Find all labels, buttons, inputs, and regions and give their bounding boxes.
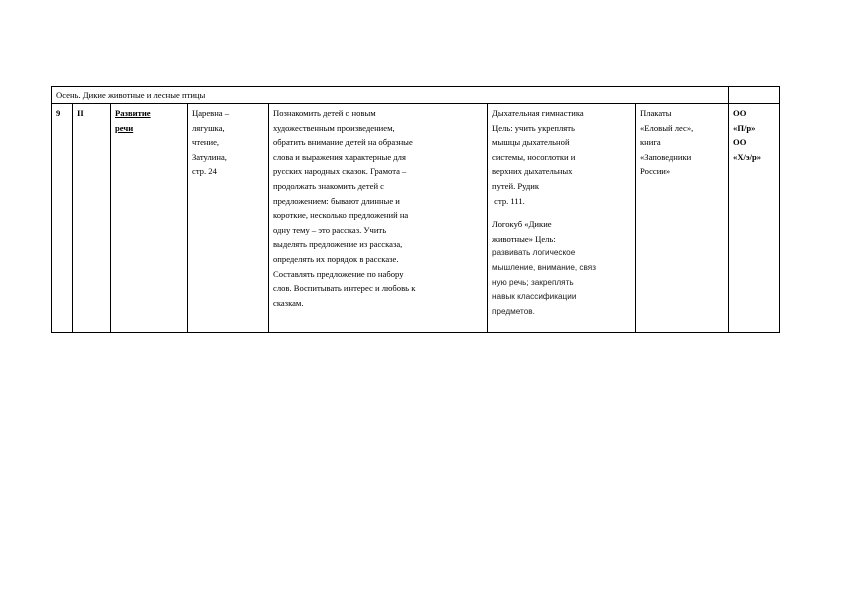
logo-line: животные» Цель: [492, 233, 556, 244]
section-empty-cell [729, 87, 780, 104]
reading-line: стр. 24 [192, 166, 217, 177]
materials-line: России» [640, 166, 671, 177]
goals-line: слова и выражения характерные для [273, 151, 406, 162]
row-part: II [73, 104, 111, 333]
exercise-line: Дыхательная гимнастика [492, 108, 584, 118]
reading-line: Царевна – [192, 108, 230, 118]
reading-line: Затулина, [192, 151, 227, 162]
section-title: Осень. Дикие животные и лесные птицы [52, 87, 729, 104]
reading-cell [188, 104, 269, 333]
goals-line: Познакомить детей с новым [273, 108, 376, 118]
logo-line: Логокуб «Дикие [492, 219, 552, 230]
goals-line: сказкам. [273, 297, 304, 308]
goals-line: предложением: бывают длинные и [273, 195, 400, 206]
areas-line: «П/р» [733, 122, 756, 133]
topic-cell [111, 104, 188, 333]
areas-line: ОО [733, 108, 747, 118]
goals-line: русских народных сказок. Грамота – [273, 166, 407, 177]
areas-cell [729, 104, 780, 333]
exercise-line: верхних дыхательных [492, 166, 573, 177]
row-number: 9 [52, 104, 73, 333]
exercise-line: Цель: учить укреплять [492, 122, 575, 133]
goals-line: определять их порядок в рассказе. [273, 253, 399, 264]
reading-line: лягушка, [192, 122, 225, 133]
topic-line: речи [115, 122, 134, 133]
logo-goal-line: мышление, внимание, связ [492, 262, 596, 272]
goals-line: Составлять предложение по набору [273, 268, 404, 279]
materials-line: Плакаты [640, 108, 672, 118]
goals-line: обратить внимание детей на образные [273, 137, 413, 148]
exercise-line: путей. Рудик [492, 180, 540, 191]
goals-line: художественным произведением, [273, 122, 395, 133]
exercise-line: системы, носоглотки и [492, 151, 576, 162]
exercise-cell [488, 104, 636, 333]
logo-goal-line: развивать логическое [492, 248, 576, 258]
materials-line: «Заповедники [640, 151, 692, 162]
areas-line: «Х/э/р» [733, 151, 762, 162]
logo-goal-line: ную речь; закреплять [492, 277, 574, 287]
goals-line: слов. Воспитывать интерес и любовь к [273, 283, 416, 294]
table-row [52, 104, 780, 333]
topic-line: Развитие [115, 108, 151, 118]
spacer [492, 208, 633, 217]
goals-line: одну тему – это рассказ. Учить [273, 224, 387, 235]
materials-line: «Еловый лес», [640, 122, 694, 133]
section-header-row [52, 87, 780, 104]
goals-cell [269, 104, 488, 333]
lesson-plan-table [51, 86, 780, 333]
logo-goal-line: предметов. [492, 306, 535, 316]
goals-line: короткие, несколько предложений на [273, 210, 409, 221]
logo-goal-line: навык классификации [492, 292, 577, 302]
reading-line: чтение, [192, 137, 220, 148]
areas-line: ОО [733, 137, 747, 148]
materials-line: книга [640, 137, 661, 148]
exercise-line: стр. 111. [492, 195, 525, 206]
goals-line: продолжать знакомить детей с [273, 180, 385, 191]
materials-cell [636, 104, 729, 333]
exercise-line: мышцы дыхательной [492, 137, 570, 148]
goals-line: выделять предложение из рассказа, [273, 239, 403, 250]
